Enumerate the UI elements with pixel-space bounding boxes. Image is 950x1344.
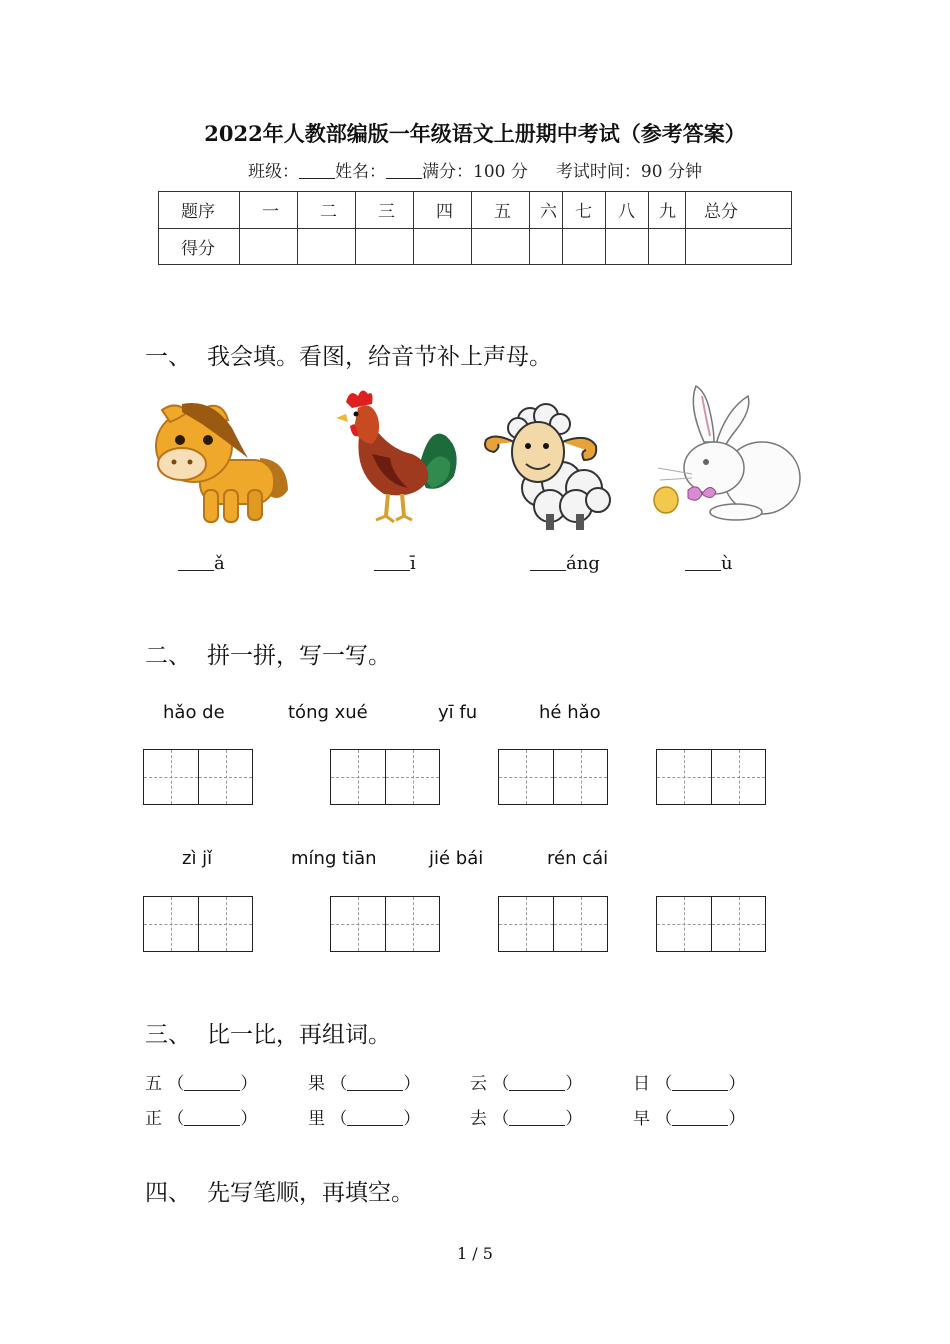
score-blank-cell[interactable] bbox=[649, 228, 686, 265]
compare-item[interactable]: 里 （ ） bbox=[308, 1109, 421, 1129]
writing-grid[interactable] bbox=[656, 749, 766, 805]
full-score: 满分：100 分 bbox=[422, 162, 528, 182]
score-blank-cell[interactable] bbox=[686, 228, 792, 265]
class-label: 班级： bbox=[248, 162, 300, 182]
section-4-title: 先写笔顺，再填空。 bbox=[207, 1180, 414, 1206]
compare-item[interactable]: 云 （ ） bbox=[470, 1074, 583, 1094]
section-1-number: 一、 bbox=[145, 344, 191, 370]
score-cell: 六 bbox=[530, 192, 563, 229]
score-blank-cell[interactable] bbox=[606, 228, 649, 265]
score-blank-cell[interactable] bbox=[563, 228, 606, 265]
score-blank-cell[interactable] bbox=[240, 228, 298, 265]
score-table bbox=[158, 191, 792, 265]
pinyin-label: míng tiān bbox=[291, 848, 377, 869]
score-blank-cell[interactable] bbox=[356, 228, 414, 265]
answer-blank-2[interactable]: ī bbox=[374, 553, 416, 574]
score-cell: 三 bbox=[356, 192, 414, 229]
exam-info bbox=[0, 157, 950, 182]
pinyin-label: hǎo de bbox=[163, 702, 225, 723]
score-cell: 四 bbox=[414, 192, 472, 229]
section-4-heading bbox=[145, 1174, 414, 1207]
answer-blank-4[interactable]: ù bbox=[685, 553, 733, 574]
score-cell: 七 bbox=[563, 192, 606, 229]
compare-item[interactable]: 去 （ ） bbox=[470, 1109, 583, 1129]
horse-icon bbox=[152, 398, 294, 530]
name-blank bbox=[386, 164, 422, 179]
score-cell: 二 bbox=[298, 192, 356, 229]
pinyin-label: zì jǐ bbox=[182, 848, 213, 869]
writing-grid[interactable] bbox=[498, 749, 608, 805]
compare-item[interactable]: 五 （ ） bbox=[145, 1074, 258, 1094]
section-4-number: 四、 bbox=[145, 1180, 191, 1206]
score-row-label: 得分 bbox=[159, 228, 240, 265]
compare-item[interactable]: 日 （ ） bbox=[633, 1074, 746, 1094]
pinyin-label: jié bái bbox=[429, 848, 484, 869]
section-1-title: 我会填。看图，给音节补上声母。 bbox=[207, 344, 552, 370]
score-cell: 五 bbox=[472, 192, 530, 229]
section-2-number: 二、 bbox=[145, 643, 191, 669]
score-cell: 八 bbox=[606, 192, 649, 229]
name-label: 姓名： bbox=[335, 162, 387, 182]
writing-grid[interactable] bbox=[330, 896, 440, 952]
writing-grid[interactable] bbox=[498, 896, 608, 952]
score-blank-cell[interactable] bbox=[472, 228, 530, 265]
rabbit-icon bbox=[644, 382, 804, 524]
score-cell: 总分 bbox=[686, 192, 792, 229]
exam-time: 考试时间：90 分钟 bbox=[555, 162, 702, 182]
writing-grid[interactable] bbox=[143, 896, 253, 952]
sheep-icon bbox=[480, 402, 620, 534]
page-title: 2022年人教部编版一年级语文上册期中考试（参考答案） bbox=[204, 121, 746, 146]
pinyin-label: hé hǎo bbox=[539, 702, 601, 723]
section-1-heading bbox=[145, 338, 552, 371]
score-blank-cell[interactable] bbox=[298, 228, 356, 265]
section-2-heading bbox=[145, 637, 391, 670]
section-3-number: 三、 bbox=[145, 1022, 191, 1048]
page-number: 1 / 5 bbox=[457, 1244, 493, 1263]
score-blank-cell[interactable] bbox=[530, 228, 563, 265]
score-cell: 一 bbox=[240, 192, 298, 229]
pinyin-label: rén cái bbox=[547, 848, 609, 869]
score-cell: 题序 bbox=[159, 192, 240, 229]
answer-blank-3[interactable]: áng bbox=[530, 553, 600, 574]
compare-item[interactable]: 早 （ ） bbox=[633, 1109, 746, 1129]
pinyin-label: yī fu bbox=[438, 702, 478, 723]
compare-item[interactable]: 果 （ ） bbox=[308, 1074, 421, 1094]
class-blank bbox=[299, 164, 335, 179]
score-table-header-row bbox=[159, 192, 792, 229]
answer-blank-1[interactable]: ǎ bbox=[178, 553, 225, 574]
section-2-title: 拼一拼，写一写。 bbox=[207, 643, 391, 669]
score-table-score-row bbox=[159, 228, 792, 265]
rooster-icon bbox=[332, 384, 462, 532]
writing-grid[interactable] bbox=[330, 749, 440, 805]
compare-item[interactable]: 正 （ ） bbox=[145, 1109, 258, 1129]
section-3-title: 比一比，再组词。 bbox=[207, 1022, 391, 1048]
score-blank-cell[interactable] bbox=[414, 228, 472, 265]
writing-grid[interactable] bbox=[143, 749, 253, 805]
section-3-heading bbox=[145, 1016, 391, 1049]
score-cell: 九 bbox=[649, 192, 686, 229]
writing-grid[interactable] bbox=[656, 896, 766, 952]
pinyin-label: tóng xué bbox=[288, 702, 368, 723]
